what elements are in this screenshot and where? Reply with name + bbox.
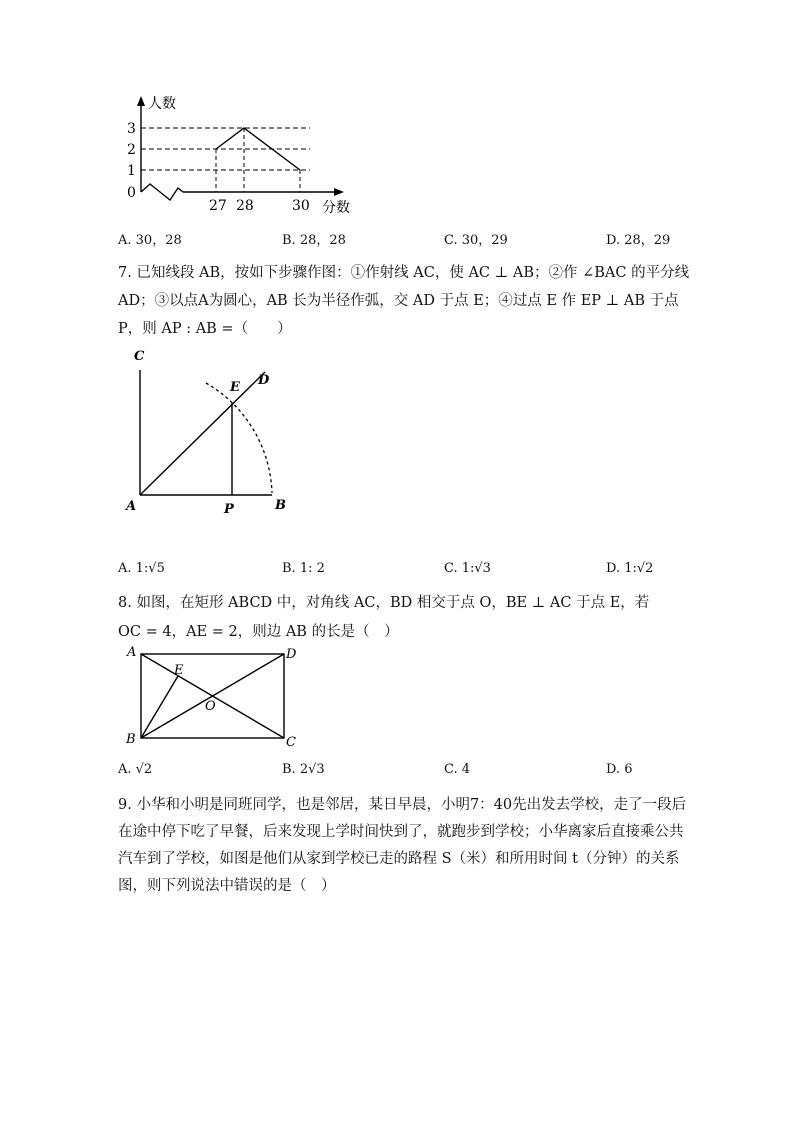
q7-line3: P，则 AP : AB =（ ） [118,321,292,337]
q9-line1: 9. 小华和小明是同班同学，也是邻居，某日早晨，小明7：40先出发去学校，走了一段后 [118,797,687,813]
x-tick-28: 28 [236,198,254,214]
q7-figure [120,345,300,520]
q9-line3: 汽车到了学校，如图是他们从家到学校已走的路程 S（米）和所用时间 t（分钟）的关系 [118,851,680,867]
q7-option-c: C. 1:√3 [444,561,491,576]
y-tick-1: 1 [127,163,136,179]
q9-line4: 图，则下列说法中错误的是（ ） [118,878,336,894]
q6-option-b: B. 28，28 [282,233,346,248]
q7-option-a: A. 1:√5 [118,561,165,576]
label-b: B [275,498,286,513]
x-axis-arrow [334,188,344,196]
y-label: 人数 [148,96,176,112]
q6-option-d: D. 28，29 [606,233,671,248]
label-d: D [286,647,297,662]
q9-line2: 在途中停下吃了早餐，后来发现上学时间快到了，就跑步到学校；小华离家后直接乘公共 [118,824,684,840]
y-axis-arrow [137,96,145,106]
axis-break [141,184,183,200]
q7-option-d: D. 1:√2 [606,561,654,576]
q8-option-c: C. 4 [444,762,471,777]
label-o: O [205,699,216,714]
q8-figure [118,642,308,750]
y-tick-3: 3 [127,121,136,137]
arc-dashed [206,383,272,493]
x-tick-30: 30 [292,198,310,214]
q7-option-b: B. 1: 2 [282,561,325,576]
y-tick-2: 2 [127,142,136,158]
q8-line2: OC = 4，AE = 2，则边 AB 的长是（ ） [118,624,399,640]
label-c: C [286,735,296,750]
q8-option-a: A. √2 [118,762,153,777]
label-a: A [127,645,137,660]
x-tick-27: 27 [209,198,227,214]
label-c: C [134,349,145,364]
q6-option-a: A. 30，28 [118,233,182,248]
q8-line1: 8. 如图，在矩形 ABCD 中，对角线 AC，BD 相交于点 O，BE ⊥ AC 于点 E，若 [118,595,650,611]
q8-option-d: D. 6 [606,762,633,777]
label-d: D [258,373,270,388]
q7-line1: 7. 已知线段 AB，按如下步骤作图：①作射线 AC，使 AC ⊥ AB；②作 ∠BAC 的平分线 [118,265,690,281]
label-e: E [230,380,240,395]
label-p: P [224,502,234,517]
label-a: A [126,499,137,514]
q7-line2: AD；③以点A为圆心，AB 长为半径作弧，交 AD 于点 E；④过点 E 作 EP ⊥ AB 于点 [118,293,679,309]
label-b: B [126,732,136,747]
y-tick-0: 0 [127,185,136,201]
label-e: E [174,663,184,678]
q6-option-c: C. 30，29 [444,233,508,248]
x-label: 分数 [322,200,350,216]
score-line-chart [110,88,370,220]
segment-be [141,676,178,738]
q8-option-b: B. 2√3 [282,762,325,777]
ray-ad [140,372,265,495]
